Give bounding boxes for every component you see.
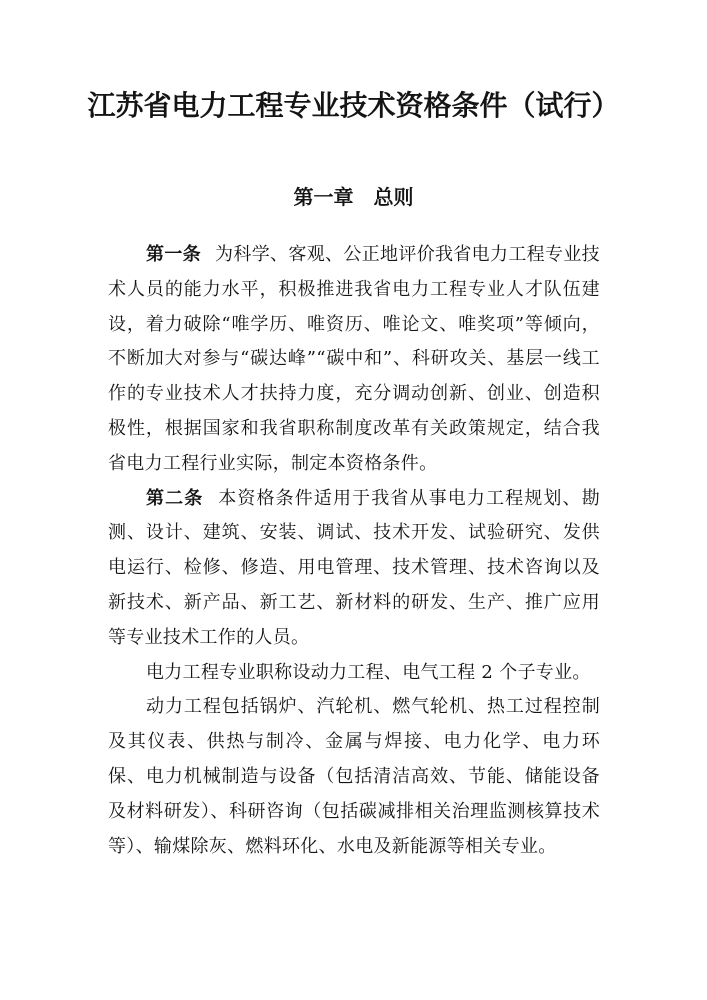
article-2-paragraph (108, 482, 600, 656)
body-paragraph: 动力工程包括锅炉、汽轮机、燃气轮机、热工过程控制及其仪表、供热与制冷、金属与焊接、电力化学、电力环保、电力机械制造与设备（包括清洁高效、节能、储能设备及材料研发）、科研咨询（包括碳减排相关治理监测核算技术等）、输煤除灰、燃料环化、水电及新能源等相关专业。 (108, 696, 600, 857)
article-text: 为科学、客观、公正地评价我省电力工程专业技术人员的能力水平，积极推进我省电力工程专业人才队伍建设，着力破除“唯学历、唯资历、唯论文、唯奖项”等倾向，不断加大对参与“碳达峰”“碳中和”、科研攻关、基层一线工作的专业技术人才扶持力度，充分调动创新、创业、创造积极性，根据国家和我省职称制度改革有关政策规定，结合我省电力工程行业实际，制定本资格条件。 (108, 244, 600, 474)
article-1-paragraph (108, 238, 600, 482)
article-label: 第一条 (146, 244, 201, 265)
chapter-heading: 第一章 总则 (293, 185, 414, 209)
document-title: 江苏省电力工程专业技术资格条件（试行） (87, 89, 620, 122)
document-body (108, 238, 600, 864)
article-label: 第二条 (146, 487, 204, 509)
body-paragraph: 电力工程专业职称设动力工程、电气工程 2 个子专业。 (146, 661, 591, 683)
article-text: 本资格条件适用于我省从事电力工程规划、勘测、设计、建筑、安装、调试、技术开发、试验研究、发供电运行、检修、修造、用电管理、技术管理、技术咨询以及新技术、新产品、新工艺、新材料的研发、生产、推广应用等专业技术工作的人员。 (108, 487, 600, 648)
